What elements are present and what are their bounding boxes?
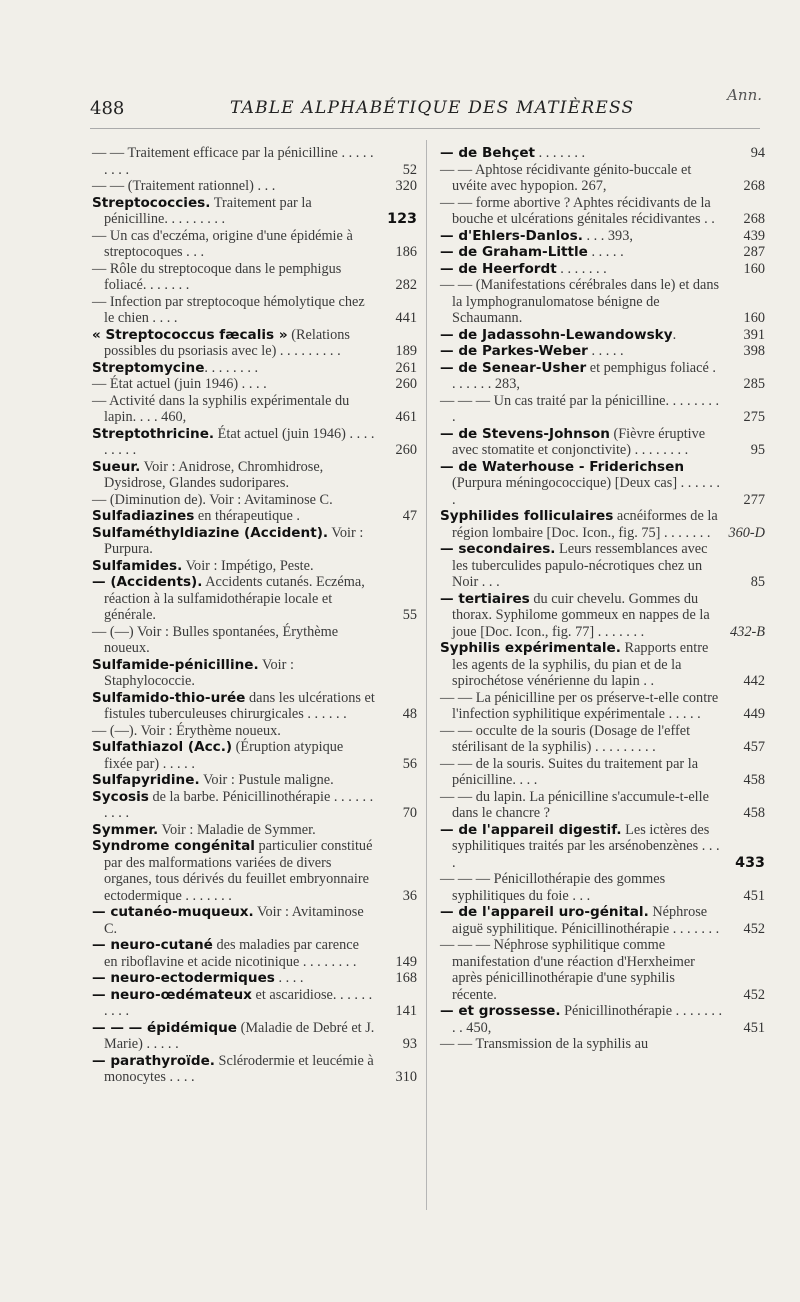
entry-text: — Activité dans la syphilis expérimentale du lapin. . . . 460, <box>92 392 350 425</box>
entry-text: — — — Un cas traité par la pénicilline. . . . . . . . . <box>440 392 720 425</box>
entry-text: Pénicillinothérapie . . . . . . . . . 450, <box>452 1003 723 1036</box>
index-entry <box>92 822 417 839</box>
entry-text: Leurs ressemblances avec les tuberculides papulo-nécrotiques chez un Noir . . . <box>452 541 708 590</box>
entry-text: — — — Pénicillothérapie des gommes syphilitiques du foie . . . <box>440 871 666 904</box>
entry-page-number: 70 <box>402 805 417 821</box>
entry-term: Syphilides folliculaires <box>440 508 614 524</box>
index-entry <box>92 393 417 426</box>
entry-page-number: 48 <box>402 706 417 722</box>
entry-text: — — Traitement efficace par la pénicilline . . . . . . . . . <box>92 145 374 178</box>
entry-text: — — forme abortive ? Aphtes récidivants de la bouche et ulcérations génitales récidivantes . . <box>440 194 715 227</box>
index-entry <box>440 1003 765 1036</box>
index-entry <box>440 871 765 904</box>
entry-term: Sulfamido-thio-urée <box>92 689 246 706</box>
entry-text: — Un cas d'eczéma, origine d'une épidémie à streptocoques . . . <box>92 227 353 260</box>
entry-page-number: 398 <box>743 343 765 359</box>
entry-text: de la barbe. Pénicillinothérapie . . . . . . . . . . <box>104 788 374 821</box>
entry-term: Sulfamides. <box>92 557 183 574</box>
entry-term: — de Stevens-Johnson <box>440 425 610 442</box>
entry-text: (Maladie de Debré et J. Marie) . . . . . <box>104 1019 375 1052</box>
entry-page-number: 452 <box>743 986 765 1003</box>
entry-text: . . . . . . . <box>535 145 586 161</box>
entry-text: . . . 393, <box>582 227 633 244</box>
index-entry <box>92 261 417 294</box>
entry-text: Voir : Pustule maligne. <box>199 772 334 788</box>
entry-text: Les ictères des syphilitiques traités par les arsénobenzènes . . . . <box>452 821 720 871</box>
index-entry <box>92 426 417 459</box>
entry-page-number: 261 <box>395 359 417 376</box>
index-entry <box>440 789 765 822</box>
entry-text: — — Transmission de la syphilis au <box>440 1036 649 1052</box>
entry-page-number: 52 <box>402 161 417 178</box>
index-entry <box>92 657 417 690</box>
running-title: TABLE ALPHABÉTIQUE DES MATIÈRESS <box>230 98 635 118</box>
entry-page-number: 360-D <box>728 524 765 541</box>
entry-text: Accidents cutanés. Eczéma, réaction à la sulfamidothérapie locale et générale. <box>104 574 365 623</box>
entry-page-number: 439 <box>743 227 765 244</box>
entry-text: — État actuel (juin 1946) . . . . <box>92 376 267 392</box>
entry-term: — de Parkes-Weber <box>440 343 588 359</box>
entry-term: Sulfamide-pénicilline. <box>92 656 259 673</box>
entry-page-number: 149 <box>395 953 417 970</box>
index-entry <box>440 640 765 690</box>
index-entry <box>440 145 765 162</box>
entry-term: Streptomycine <box>92 359 205 376</box>
entry-text: (Fièvre éruptive avec stomatite et conjonctivite) . . . . . . . . <box>452 425 706 458</box>
entry-term: — de Senear-Usher <box>440 359 587 376</box>
entry-page-number: 85 <box>750 574 765 590</box>
entry-term: — et grossesse. <box>440 1003 561 1019</box>
index-entry <box>92 1053 417 1086</box>
entry-text: (Éruption atypique fixée par) . . . . . <box>104 739 344 772</box>
index-entry <box>440 459 765 509</box>
entry-term: — neuro-œdémateux <box>92 986 252 1003</box>
index-entry <box>92 723 417 740</box>
entry-page-number: 168 <box>395 970 417 986</box>
entry-page-number: 451 <box>743 1019 765 1036</box>
index-column-right <box>440 145 765 1053</box>
index-entry <box>92 987 417 1020</box>
entry-text: . . . . . <box>587 244 624 260</box>
entry-page-number: 260 <box>395 442 417 458</box>
index-entry <box>92 558 417 575</box>
index-entry <box>440 904 765 937</box>
index-entry <box>440 228 765 245</box>
index-entry <box>440 393 765 426</box>
entry-term: — secondaires. <box>440 541 556 557</box>
entry-page-number: 160 <box>743 310 765 326</box>
index-entry <box>92 327 417 360</box>
index-entry <box>92 772 417 789</box>
entry-term: Sulfapyridine. <box>92 772 200 788</box>
entry-text: et pemphigus foliacé . . . . . . . 283, <box>452 359 716 392</box>
index-entry <box>440 195 765 228</box>
entry-page-number: 277 <box>743 491 765 508</box>
entry-page-number: 461 <box>395 409 417 425</box>
index-entry <box>92 624 417 657</box>
entry-term: — neuro-ectodermiques <box>92 970 275 986</box>
index-entry <box>92 838 417 904</box>
entry-text: acnéiformes de la région lombaire [Doc. Icon., fig. 75] . . . . . . . <box>452 508 718 541</box>
entry-page-number: 285 <box>743 376 765 392</box>
entry-term: Sycosis <box>92 788 149 805</box>
entry-text: Voir : Staphylococcie. <box>104 656 294 689</box>
index-entry <box>92 904 417 937</box>
entry-page-number: 287 <box>743 244 765 260</box>
index-entry <box>92 525 417 558</box>
entry-term: — de Heerfordt <box>440 260 557 277</box>
entry-text: (Relations possibles du psoriasis avec le) . . . . . . . . . <box>104 326 350 359</box>
index-entry <box>92 690 417 723</box>
entry-term: — tertiaires <box>440 590 530 607</box>
entry-page-number: 457 <box>743 739 765 755</box>
entry-page-number: 391 <box>743 326 765 343</box>
column-divider <box>426 140 427 1210</box>
entry-text: Voir : Purpura. <box>104 524 364 557</box>
index-entry <box>92 178 417 195</box>
index-entry <box>92 376 417 393</box>
entry-text: des maladies par carence en riboflavine et acide nicotinique . . . . . . . . <box>104 937 359 970</box>
entry-text: — Infection par streptocoque hémolytique chez le chien . . . . <box>92 293 365 326</box>
entry-text: — — de la souris. Suites du traitement par la pénicilline. . . . <box>440 755 699 788</box>
entry-text: État actuel (juin 1946) . . . . . . . . . <box>104 425 375 458</box>
entry-text: . . . . . <box>587 343 624 359</box>
index-entry <box>440 1036 765 1053</box>
index-entry <box>92 459 417 492</box>
entry-text: en thérapeutique . <box>194 508 300 524</box>
entry-term: — de l'appareil digestif. <box>440 821 622 838</box>
index-entry <box>440 360 765 393</box>
index-entry <box>92 574 417 624</box>
index-entry <box>92 228 417 261</box>
entry-text: — — occulte de la souris (Dosage de l'effet stérilisant de la syphilis) . . . . . . . . . <box>440 722 691 755</box>
index-entry <box>440 508 765 541</box>
index-entry <box>440 756 765 789</box>
entry-text: . . . . . . . . <box>204 359 259 376</box>
entry-page-number: 94 <box>750 145 765 161</box>
entry-text: Voir : Anidrose, Chromhidrose, Dysidrose, Glandes sudoripares. <box>104 458 324 491</box>
entry-page-number: 268 <box>743 178 765 194</box>
entry-text: du cuir chevelu. Gommes du thorax. Syphilome gommeux en nappes de la joue [Doc. Icon., fig. 77] . . . . . . . <box>452 590 710 640</box>
entry-term: — de Jadassohn-Lewandowsky <box>440 326 673 343</box>
entry-page-number: 441 <box>395 310 417 326</box>
entry-page-number: 458 <box>743 772 765 788</box>
entry-page-number: 452 <box>743 920 765 937</box>
entry-text: — — du lapin. La pénicilline s'accumule-t-elle dans le chancre ? <box>440 788 709 821</box>
entry-text: Voir : Impétigo, Peste. <box>182 557 314 574</box>
entry-term: — parathyroïde. <box>92 1052 215 1069</box>
index-entry <box>92 739 417 772</box>
entry-term: Sulfaméthyldiazine (Accident). <box>92 524 329 541</box>
entry-text: Voir : Avitaminose C. <box>104 904 364 937</box>
entry-page-number: 449 <box>743 706 765 722</box>
entry-page-number: 442 <box>743 673 765 689</box>
entry-term: Syphilis expérimentale. <box>440 640 621 656</box>
index-entry <box>92 145 417 178</box>
entry-term: Sulfathiazol (Acc.) <box>92 739 233 755</box>
index-entry <box>440 822 765 872</box>
entry-page-number: 433 <box>735 854 765 871</box>
entry-page-number: 275 <box>743 409 765 425</box>
entry-text: — — (Manifestations cérébrales dans le) et dans la lymphogranulomatose bénigne de Schaumann. <box>440 277 720 326</box>
entry-page-number: 320 <box>395 178 417 194</box>
entry-page-number: 36 <box>402 887 417 904</box>
index-entry <box>440 162 765 195</box>
index-entry <box>440 591 765 641</box>
index-entry <box>440 426 765 459</box>
entry-text: . <box>672 326 677 343</box>
entry-text: — Rôle du streptocoque dans le pemphigus foliacé. . . . . . . <box>92 260 342 293</box>
entry-page-number: 458 <box>743 805 765 821</box>
entry-page-number: 268 <box>743 211 765 227</box>
entry-text: . . . . <box>274 970 304 986</box>
index-entry <box>92 937 417 970</box>
entry-term: — de Graham-Little <box>440 244 588 260</box>
index-entry <box>440 277 765 327</box>
corner-annotation: Ann. <box>727 86 762 104</box>
entry-term: Syndrome congénital <box>92 838 255 854</box>
entry-page-number: 93 <box>402 1036 417 1052</box>
index-entry <box>440 690 765 723</box>
entry-term: Sueur. <box>92 458 141 475</box>
index-entry <box>440 244 765 261</box>
entry-text: — (—). Voir : Érythème noueux. <box>92 722 281 739</box>
entry-text: Traitement par la pénicilline. . . . . . . . . <box>104 194 312 227</box>
entry-text: — — (Traitement rationnel) . . . <box>92 178 276 194</box>
entry-text: . . . . . . . <box>556 260 607 277</box>
entry-term: — cutanéo-muqueux. <box>92 904 254 920</box>
entry-page-number: 55 <box>402 607 417 623</box>
entry-page-number: 123 <box>387 211 417 227</box>
index-entry <box>92 970 417 987</box>
entry-text: particulier constitué par des malformations variées de divers organes, tous dérivés du feuillet embryonnaire ectodermique . . . . . . . <box>104 838 373 904</box>
entry-text: et ascaridiose. . . . . . . . . . <box>104 986 373 1019</box>
index-entry <box>440 343 765 360</box>
entry-term: — — — épidémique <box>92 1019 237 1036</box>
index-entry <box>92 1020 417 1053</box>
entry-term: « Streptococcus fæcalis » <box>92 326 288 343</box>
entry-page-number: 56 <box>402 755 417 772</box>
entry-page-number: 141 <box>395 1003 417 1019</box>
index-entry <box>92 508 417 525</box>
index-entry <box>440 723 765 756</box>
index-entry <box>92 492 417 509</box>
entry-term: — de l'appareil uro-génital. <box>440 904 649 920</box>
entry-text: Rapports entre les agents de la syphilis, du pian et de la spirochétose vénérienne du lapin . . <box>452 640 709 689</box>
entry-page-number: 189 <box>395 343 417 359</box>
index-column-left <box>92 145 417 1086</box>
entry-term: — de Behçet <box>440 145 536 161</box>
entry-term: — de Waterhouse - Friderichsen <box>440 458 685 475</box>
entry-term: — neuro-cutané <box>92 937 213 953</box>
entry-term: Sulfadiazines <box>92 508 195 524</box>
entry-text: — — La pénicilline per os préserve-t-elle contre l'infection syphilitique expérimentale . . . . . <box>440 689 719 722</box>
index-entry <box>92 789 417 822</box>
entry-page-number: 432-B <box>730 623 765 640</box>
index-entry <box>92 195 417 228</box>
entry-text: (Purpura méningococcique) [Deux cas] . . . . . . . <box>452 475 720 508</box>
index-entry <box>440 261 765 278</box>
index-entry <box>92 294 417 327</box>
entry-text: — (—) Voir : Bulles spontanées, Érythème noueux. <box>92 623 339 656</box>
index-entry <box>92 360 417 377</box>
entry-page-number: 310 <box>395 1069 417 1085</box>
entry-text: Néphrose aiguë syphilitique. Pénicillinothérapie . . . . . . . <box>452 904 720 937</box>
entry-text: — — Aphtose récidivante génito-buccale et uvéite avec hypopion. 267, <box>440 161 692 194</box>
entry-text: — — — Néphrose syphilitique comme manifestation d'une réaction d'Herxheimer après pénicillinothérapie d'une syphilis récente. <box>440 937 695 1003</box>
entry-page-number: 260 <box>395 376 417 392</box>
entry-text: Voir : Maladie de Symmer. <box>158 821 316 838</box>
entry-term: Streptothricine. <box>92 425 215 442</box>
entry-term: — (Accidents). <box>92 574 203 590</box>
entry-page-number: 95 <box>750 442 765 458</box>
entry-page-number: 451 <box>743 887 765 904</box>
entry-term: — d'Ehlers-Danlos. <box>440 227 583 244</box>
page-number: 488 <box>90 98 125 119</box>
index-entry <box>440 937 765 1003</box>
index-entry <box>440 541 765 591</box>
entry-page-number: 186 <box>395 244 417 260</box>
header-rule <box>90 128 760 129</box>
index-entry <box>440 327 765 344</box>
entry-page-number: 282 <box>395 277 417 293</box>
page-header <box>90 98 760 122</box>
entry-page-number: 47 <box>402 508 417 524</box>
entry-term: Streptococcies. <box>92 194 211 211</box>
entry-page-number: 160 <box>743 260 765 277</box>
entry-text: Sclérodermie et leucémie à monocytes . . . . <box>104 1052 374 1085</box>
entry-text: — (Diminution de). Voir : Avitaminose C. <box>92 491 333 508</box>
entry-text: dans les ulcérations et fistules tuberculeuses chirurgicales . . . . . . <box>104 689 375 722</box>
entry-term: Symmer. <box>92 821 159 838</box>
